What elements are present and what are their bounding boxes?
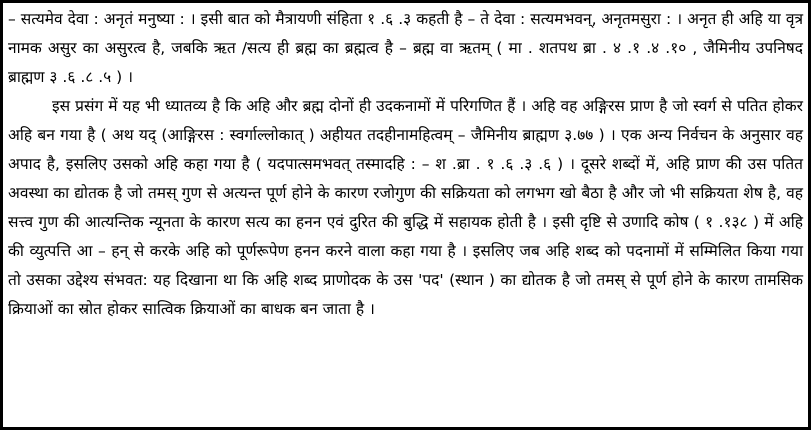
paragraph-1: – सत्यमेव देवा : अनृतं मनुष्या : । इसी बात को मैत्रायणी संहिता १ .६ .३ कहती है – ते देवा : सत्यमभवन्, अनृतमसुरा : । अनृत ही अहि या वृत्र नामक असुर का असुरत्व है, जबकि ऋत /सत्य ही ब्रह्म का ब्रह्मत्व है – ब्रह्म वा ऋतम् ( मा . शतपथ ब्रा . ४ .१ .४ .१० , जैमिनीय उपनिषद ब्राह्मण ३ .६ .८ .५ ) ।	[8, 10, 803, 86]
paragraph-2: इस प्रसंग में यह भी ध्यातव्य है कि अहि और ब्रह्म दोनों ही उदकनामों में परिगणित हैं । अहि वह अङ्गिरस प्राण है जो स्वर्ग से पतित होकर अहि बन गया है ( अथ यद् (आङ्गिरस : स्वर्गाल्लोकात् ) अहीयत तदहीनामहित्वम् – जैमिनीय ब्राह्मण ३.७७ ) । एक अन्य निर्वचन के अनुसार वह अपाद है, इसलिए उसको अहि कहा गया है ( यदपात्समभवत् तस्मादहि : – श .ब्रा . १ .६ .३ .६ ) । दूसरे शब्दों में, अहि प्राण की उस पतित अवस्था का द्योतक है जो तमस् गुण से अत्यन्त पूर्ण होने के कारण रजोगुण की सक्रियता को लगभग खो बैठा है और जो भी सक्रियता शेष है, वह सत्त्व गुण की आत्यन्तिक न्यूनता के कारण सत्य का हनन एवं दुरित की बुद्धि में सहायक होती है । इसी दृष्टि से उणादि कोष ( १ .१३८ ) में अहि की व्युत्पत्ति आ – हन् से करके अहि को पूर्णरूपेण हनन करने वाला कहा गया है । इसलिए जब अहि शब्द को पदनामों में सम्मिलित किया गया तो उसका उद्देश्य संभवत: यह दिखाना था कि अहि शब्द प्राणोदक के उस 'पद' (स्थान ) का द्योतक है जो तमस् से पूर्ण होने के कारण तामसिक क्रियाओं का स्रोत होकर सात्विक क्रियाओं का बाधक बन जाता है ।	[8, 97, 803, 318]
